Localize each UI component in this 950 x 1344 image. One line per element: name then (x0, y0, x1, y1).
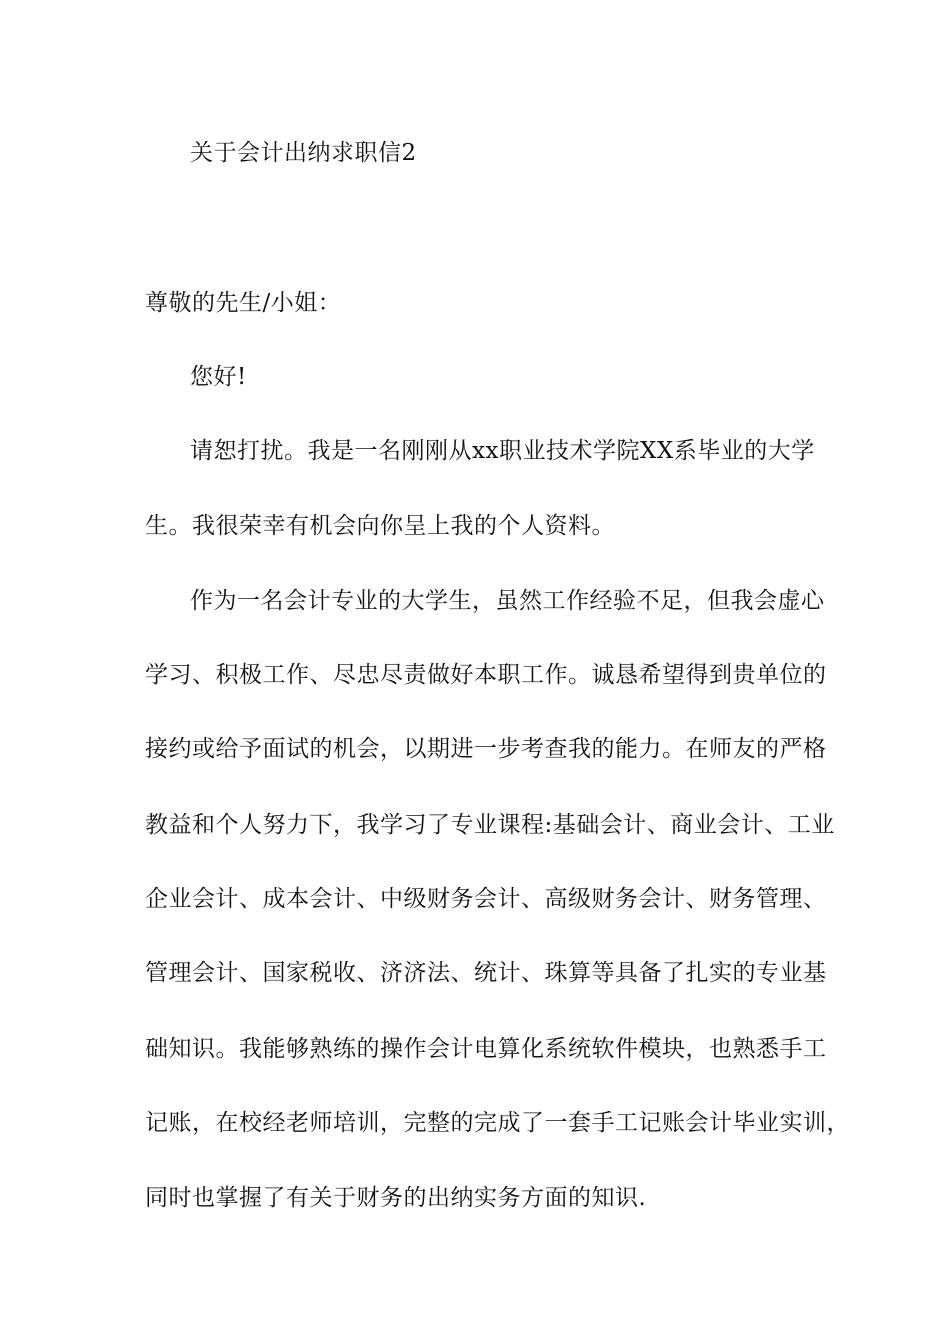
document-title: 关于会计出纳求职信2 (190, 140, 417, 166)
paragraph-line: 础知识。我能够熟练的操作会计电算化系统软件模块，也熟悉手工 (145, 1036, 827, 1062)
paragraph-line: 管理会计、国家税收、济济法、统计、珠算等具备了扎实的专业基 (145, 960, 827, 986)
paragraph-line: 作为一名会计专业的大学生，虽然工作经验不足，但我会虚心 (190, 588, 825, 614)
paragraph-line: 请恕打扰。我是一名刚刚从xx职业技术学院XX系毕业的大学 (190, 438, 815, 464)
paragraph-line: 记账，在校经老师培训，完整的完成了一套手工记账会计毕业实训， (145, 1110, 850, 1136)
paragraph-line: 学习、积极工作、尽忠尽责做好本职工作。诚恳希望得到贵单位的 (145, 662, 827, 688)
salutation: 尊敬的先生/小姐： (145, 290, 342, 316)
paragraph-line: 生。我很荣幸有机会向你呈上我的个人资料。 (145, 513, 615, 539)
greeting: 您好! (190, 364, 247, 390)
paragraph-line: 企业会计、成本会计、中级财务会计、高级财务会计、财务管理、 (145, 886, 827, 912)
paragraph-line: 同时也掌握了有关于财务的出纳实务方面的知识. (145, 1185, 647, 1211)
paragraph-line: 教益和个人努力下，我学习了专业课程:基础会计、商业会计、工业 (145, 812, 835, 838)
paragraph-line: 接约或给予面试的机会，以期进一步考查我的能力。在师友的严格 (145, 736, 827, 762)
